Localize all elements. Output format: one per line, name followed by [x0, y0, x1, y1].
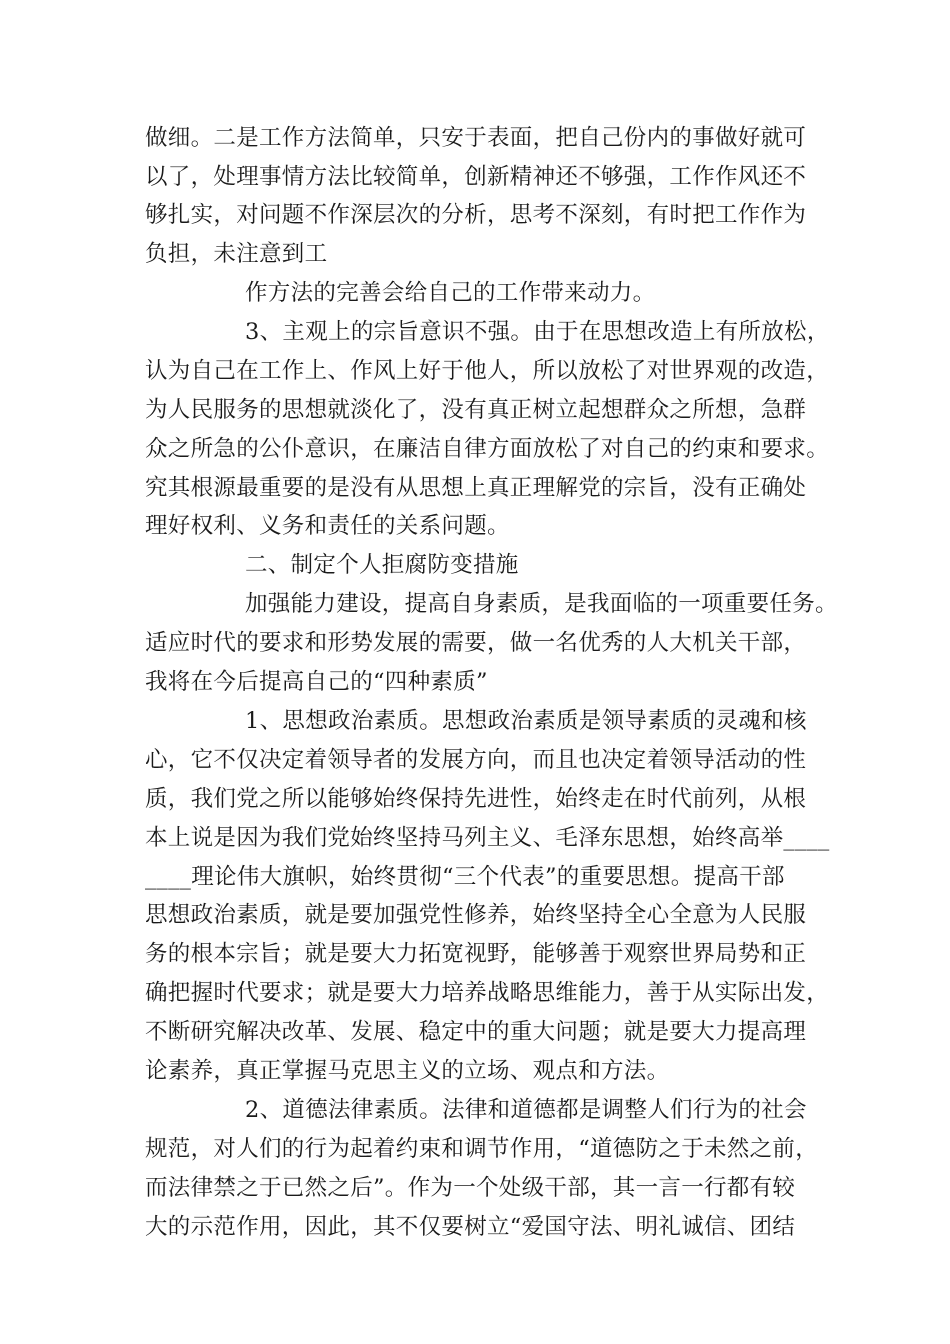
- body-line: 务的根本宗旨；就是要大力拓宽视野，能够善于观察世界局势和正: [145, 941, 807, 967]
- body-line: 为人民服务的思想就淡化了，没有真正树立起想群众之所想，急群: [145, 397, 807, 423]
- body-line: 负担，未注意到工: [145, 241, 328, 267]
- body-line: 1、思想政治素质。思想政治素质是领导素质的灵魂和核: [245, 708, 807, 734]
- body-line: 我将在今后提高自己的“四种素质”: [145, 669, 488, 695]
- body-line: 而法律禁之于已然之后”。作为一个处级干部，其一言一行都有较: [145, 1175, 796, 1201]
- body-line: 大的示范作用，因此，其不仅要树立“爱国守法、明礼诚信、团结: [145, 1214, 796, 1240]
- body-line: 作方法的完善会给自己的工作带来动力。: [245, 280, 656, 306]
- body-line: 究其根源最重要的是没有从思想上真正理解党的宗旨，没有正确处: [145, 475, 807, 501]
- body-line: 适应时代的要求和形势发展的需要，做一名优秀的人大机关干部，: [145, 630, 807, 656]
- body-line: 众之所急的公仆意识，在廉洁自律方面放松了对自己的约束和要求。: [145, 436, 830, 462]
- body-line: 质，我们党之所以能够始终保持先进性，始终走在时代前列，从根: [145, 786, 807, 812]
- body-line: 加强能力建设，提高自身素质，是我面临的一项重要任务。: [245, 591, 838, 617]
- body-line: ____理论伟大旗帜，始终贯彻“三个代表”的重要思想。提高干部: [145, 864, 785, 890]
- body-line: 够扎实，对问题不作深层次的分析，思考不深刻，有时把工作作为: [145, 202, 807, 228]
- body-line: 以了，处理事情方法比较简单，创新精神还不够强，工作作风还不: [145, 164, 807, 190]
- body-line: 3、主观上的宗旨意识不强。由于在思想改造上有所放松，: [245, 319, 830, 345]
- body-line: 做细。二是工作方法简单，只安于表面，把自己份内的事做好就可: [145, 125, 807, 151]
- body-line: 规范，对人们的行为起着约束和调节作用，“道德防之于未然之前，: [145, 1136, 819, 1162]
- body-line: 不断研究解决改革、发展、稳定中的重大问题；就是要大力提高理: [145, 1019, 807, 1045]
- body-line: 理好权利、义务和责任的关系问题。: [145, 513, 510, 539]
- body-line: 思想政治素质，就是要加强党性修养，始终坚持全心全意为人民服: [145, 902, 807, 928]
- section-heading: 二、制定个人拒腐防变措施: [245, 552, 519, 578]
- body-line: 本上说是因为我们党始终坚持马列主义、毛泽东思想，始终高举____: [145, 825, 830, 851]
- body-line: 论素养，真正掌握马克思主义的立场、观点和方法。: [145, 1058, 670, 1084]
- body-line: 心，它不仅决定着领导者的发展方向，而且也决定着领导活动的性: [145, 747, 807, 773]
- body-line: 认为自己在工作上、作风上好于他人，所以放松了对世界观的改造，: [145, 358, 830, 384]
- body-line: 2、道德法律素质。法律和道德都是调整人们行为的社会: [245, 1097, 807, 1123]
- body-line: 确把握时代要求；就是要大力培养战略思维能力，善于从实际出发，: [145, 980, 830, 1006]
